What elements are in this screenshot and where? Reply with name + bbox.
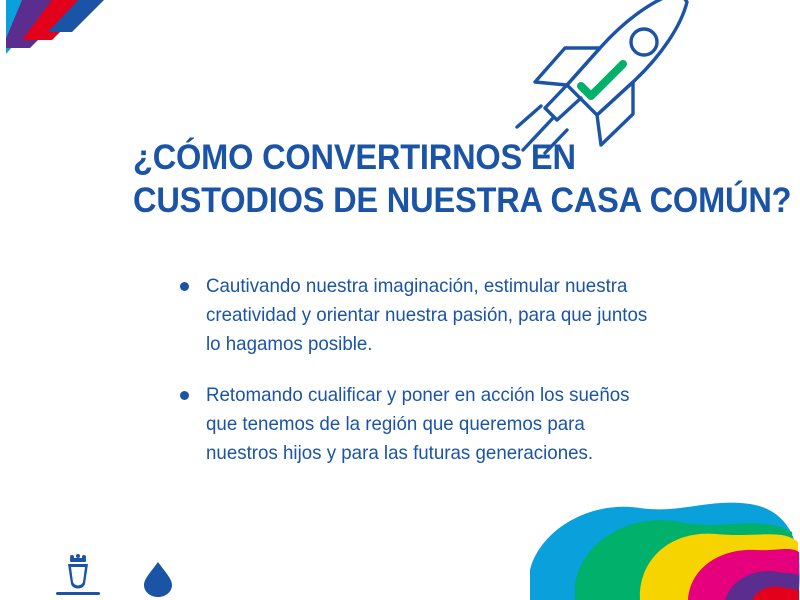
crest-logo-icon <box>52 554 104 598</box>
color-blob-decoration <box>520 490 800 600</box>
left-edge-strip <box>0 0 6 600</box>
bullet-text: Cautivando nuestra imaginación, estimular nuestra creatividad y orientar nuestra pasión, para que juntos lo hagamos posible. <box>206 275 648 355</box>
list-item <box>180 272 680 359</box>
water-drop-logo-icon <box>138 558 178 598</box>
title-line-1: ¿CÓMO CONVERTIRNOS EN <box>133 138 576 177</box>
bullet-dot-icon <box>180 282 189 291</box>
bullet-list <box>180 272 680 490</box>
list-item <box>180 381 680 468</box>
title-line-2: CUSTODIOS DE NUESTRA CASA COMÚN? <box>133 181 792 220</box>
corner-ribbon-decoration <box>0 0 120 70</box>
bullet-text: Retomando cualificar y poner en acción los sueños que tenemos de la región que queremos para nuestros hijos y para las futuras generaciones. <box>206 384 630 464</box>
bullet-dot-icon <box>180 391 189 400</box>
page-title <box>133 136 792 222</box>
